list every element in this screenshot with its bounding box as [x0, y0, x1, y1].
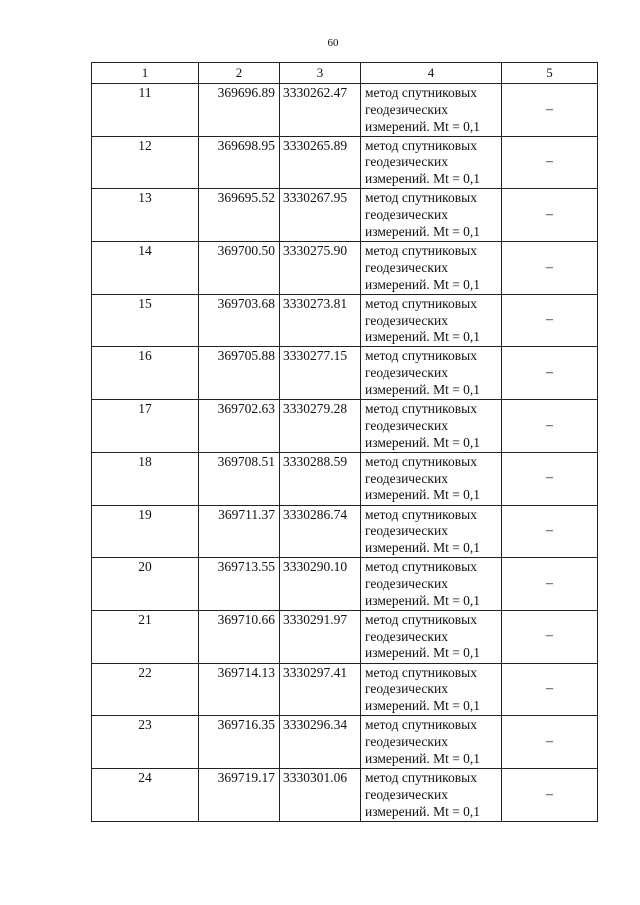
table-row [92, 716, 598, 769]
method-cell [361, 400, 502, 453]
table-row [92, 400, 598, 453]
method-text-line: измерений. Mt = 0,1 [365, 487, 481, 503]
method-text-line: измерений. Mt = 0,1 [365, 382, 481, 398]
page-number: 60 [327, 37, 339, 49]
method-text-line: метод спутниковых [365, 664, 477, 680]
header-row [92, 63, 598, 84]
point-number-cell: 23 [92, 716, 199, 769]
method-text-line: измерений. Mt = 0,1 [365, 540, 481, 556]
note-cell: – [502, 136, 598, 189]
y-coordinate-cell: 3330288.59 [280, 452, 361, 505]
y-coordinate-cell: 3330290.10 [280, 558, 361, 611]
point-number-cell: 20 [92, 558, 199, 611]
x-coordinate-cell: 369710.66 [199, 610, 280, 663]
x-coordinate-cell: 369708.51 [199, 452, 280, 505]
point-number-cell: 24 [92, 768, 199, 821]
table-row [92, 347, 598, 400]
point-number-cell: 19 [92, 505, 199, 558]
method-text-line: геодезических [365, 523, 448, 539]
method-text-line: метод спутниковых [365, 769, 477, 785]
table-row [92, 452, 598, 505]
method-text-line: измерений. Mt = 0,1 [365, 698, 481, 714]
table-row [92, 663, 598, 716]
x-coordinate-cell: 369698.95 [199, 136, 280, 189]
header-cell-5: 5 [502, 63, 598, 84]
x-coordinate-cell: 369719.17 [199, 768, 280, 821]
table-row [92, 84, 598, 137]
method-cell [361, 242, 502, 295]
method-cell [361, 768, 502, 821]
method-cell [361, 610, 502, 663]
note-cell: – [502, 452, 598, 505]
note-cell: – [502, 294, 598, 347]
header-cell-4: 4 [361, 63, 502, 84]
method-cell [361, 294, 502, 347]
x-coordinate-cell: 369713.55 [199, 558, 280, 611]
note-cell: – [502, 610, 598, 663]
method-text-line: метод спутниковых [365, 559, 477, 575]
note-cell: – [502, 400, 598, 453]
method-text-line: геодезических [365, 365, 448, 381]
y-coordinate-cell: 3330273.81 [280, 294, 361, 347]
method-text-line: измерений. Mt = 0,1 [365, 329, 481, 345]
y-coordinate-cell: 3330286.74 [280, 505, 361, 558]
method-text-line: метод спутниковых [365, 295, 477, 311]
note-cell: – [502, 242, 598, 295]
method-cell [361, 84, 502, 137]
method-text-line: метод спутниковых [365, 506, 477, 522]
y-coordinate-cell: 3330291.97 [280, 610, 361, 663]
table-row [92, 136, 598, 189]
method-cell [361, 452, 502, 505]
y-coordinate-cell: 3330297.41 [280, 663, 361, 716]
note-cell: – [502, 505, 598, 558]
method-text-line: геодезических [365, 259, 448, 275]
point-number-cell: 18 [92, 452, 199, 505]
method-cell [361, 558, 502, 611]
note-cell: – [502, 663, 598, 716]
table-body [92, 84, 598, 822]
table-row [92, 189, 598, 242]
method-text-line: измерений. Mt = 0,1 [365, 276, 481, 292]
method-text-line: измерений. Mt = 0,1 [365, 118, 481, 134]
y-coordinate-cell: 3330275.90 [280, 242, 361, 295]
method-text-line: геодезических [365, 417, 448, 433]
method-text-line: геодезических [365, 734, 448, 750]
table-header [92, 63, 598, 84]
method-text-line: метод спутниковых [365, 85, 477, 100]
method-text-line: измерений. Mt = 0,1 [365, 803, 481, 819]
method-text-line: геодезических [365, 681, 448, 697]
method-text-line: метод спутниковых [365, 611, 477, 627]
x-coordinate-cell: 369700.50 [199, 242, 280, 295]
x-coordinate-cell: 369703.68 [199, 294, 280, 347]
method-text-line: метод спутниковых [365, 190, 477, 206]
method-text-line: метод спутниковых [365, 401, 477, 417]
x-coordinate-cell: 369696.89 [199, 84, 280, 137]
y-coordinate-cell: 3330296.34 [280, 716, 361, 769]
method-text-line: геодезических [365, 575, 448, 591]
method-cell [361, 136, 502, 189]
point-number-cell: 16 [92, 347, 199, 400]
method-cell [361, 189, 502, 242]
point-number-cell: 17 [92, 400, 199, 453]
method-text-line: геодезических [365, 154, 448, 170]
point-number-cell: 13 [92, 189, 199, 242]
table-row [92, 505, 598, 558]
table-row [92, 242, 598, 295]
method-text-line: измерений. Mt = 0,1 [365, 171, 481, 187]
note-cell: – [502, 558, 598, 611]
note-cell: – [502, 347, 598, 400]
method-text-line: измерений. Mt = 0,1 [365, 645, 481, 661]
point-number-cell: 11 [92, 84, 199, 137]
method-text-line: измерений. Mt = 0,1 [365, 592, 481, 608]
method-cell [361, 663, 502, 716]
method-text-line: метод спутниковых [365, 243, 477, 259]
method-text-line: измерений. Mt = 0,1 [365, 750, 481, 766]
y-coordinate-cell: 3330301.06 [280, 768, 361, 821]
point-number-cell: 22 [92, 663, 199, 716]
method-cell [361, 505, 502, 558]
method-text-line: метод спутниковых [365, 717, 477, 733]
method-text-line: метод спутниковых [365, 137, 477, 153]
method-text-line: геодезических [365, 628, 448, 644]
point-number-cell: 15 [92, 294, 199, 347]
method-cell [361, 716, 502, 769]
method-cell [361, 347, 502, 400]
method-text-line: геодезических [365, 312, 448, 328]
x-coordinate-cell: 369716.35 [199, 716, 280, 769]
coordinates-table [91, 62, 598, 822]
point-number-cell: 21 [92, 610, 199, 663]
method-text-line: измерений. Mt = 0,1 [365, 223, 481, 239]
x-coordinate-cell: 369714.13 [199, 663, 280, 716]
note-cell: – [502, 768, 598, 821]
header-cell-2: 2 [199, 63, 280, 84]
table-row [92, 558, 598, 611]
header-cell-1: 1 [92, 63, 199, 84]
method-text-line: измерений. Mt = 0,1 [365, 434, 481, 450]
method-text-line: геодезических [365, 207, 448, 223]
point-number-cell: 14 [92, 242, 199, 295]
y-coordinate-cell: 3330277.15 [280, 347, 361, 400]
method-text-line: метод спутниковых [365, 348, 477, 364]
note-cell: – [502, 189, 598, 242]
table-row [92, 768, 598, 821]
header-cell-3: 3 [280, 63, 361, 84]
y-coordinate-cell: 3330262.47 [280, 84, 361, 137]
y-coordinate-cell: 3330267.95 [280, 189, 361, 242]
method-text-line: метод спутниковых [365, 453, 477, 469]
x-coordinate-cell: 369711.37 [199, 505, 280, 558]
x-coordinate-cell: 369702.63 [199, 400, 280, 453]
y-coordinate-cell: 3330279.28 [280, 400, 361, 453]
method-text-line: геодезических [365, 101, 448, 117]
x-coordinate-cell: 369705.88 [199, 347, 280, 400]
method-text-line: геодезических [365, 470, 448, 486]
method-text-line: геодезических [365, 786, 448, 802]
y-coordinate-cell: 3330265.89 [280, 136, 361, 189]
x-coordinate-cell: 369695.52 [199, 189, 280, 242]
table-row [92, 294, 598, 347]
table-row [92, 610, 598, 663]
note-cell: – [502, 716, 598, 769]
note-cell: – [502, 84, 598, 137]
point-number-cell: 12 [92, 136, 199, 189]
